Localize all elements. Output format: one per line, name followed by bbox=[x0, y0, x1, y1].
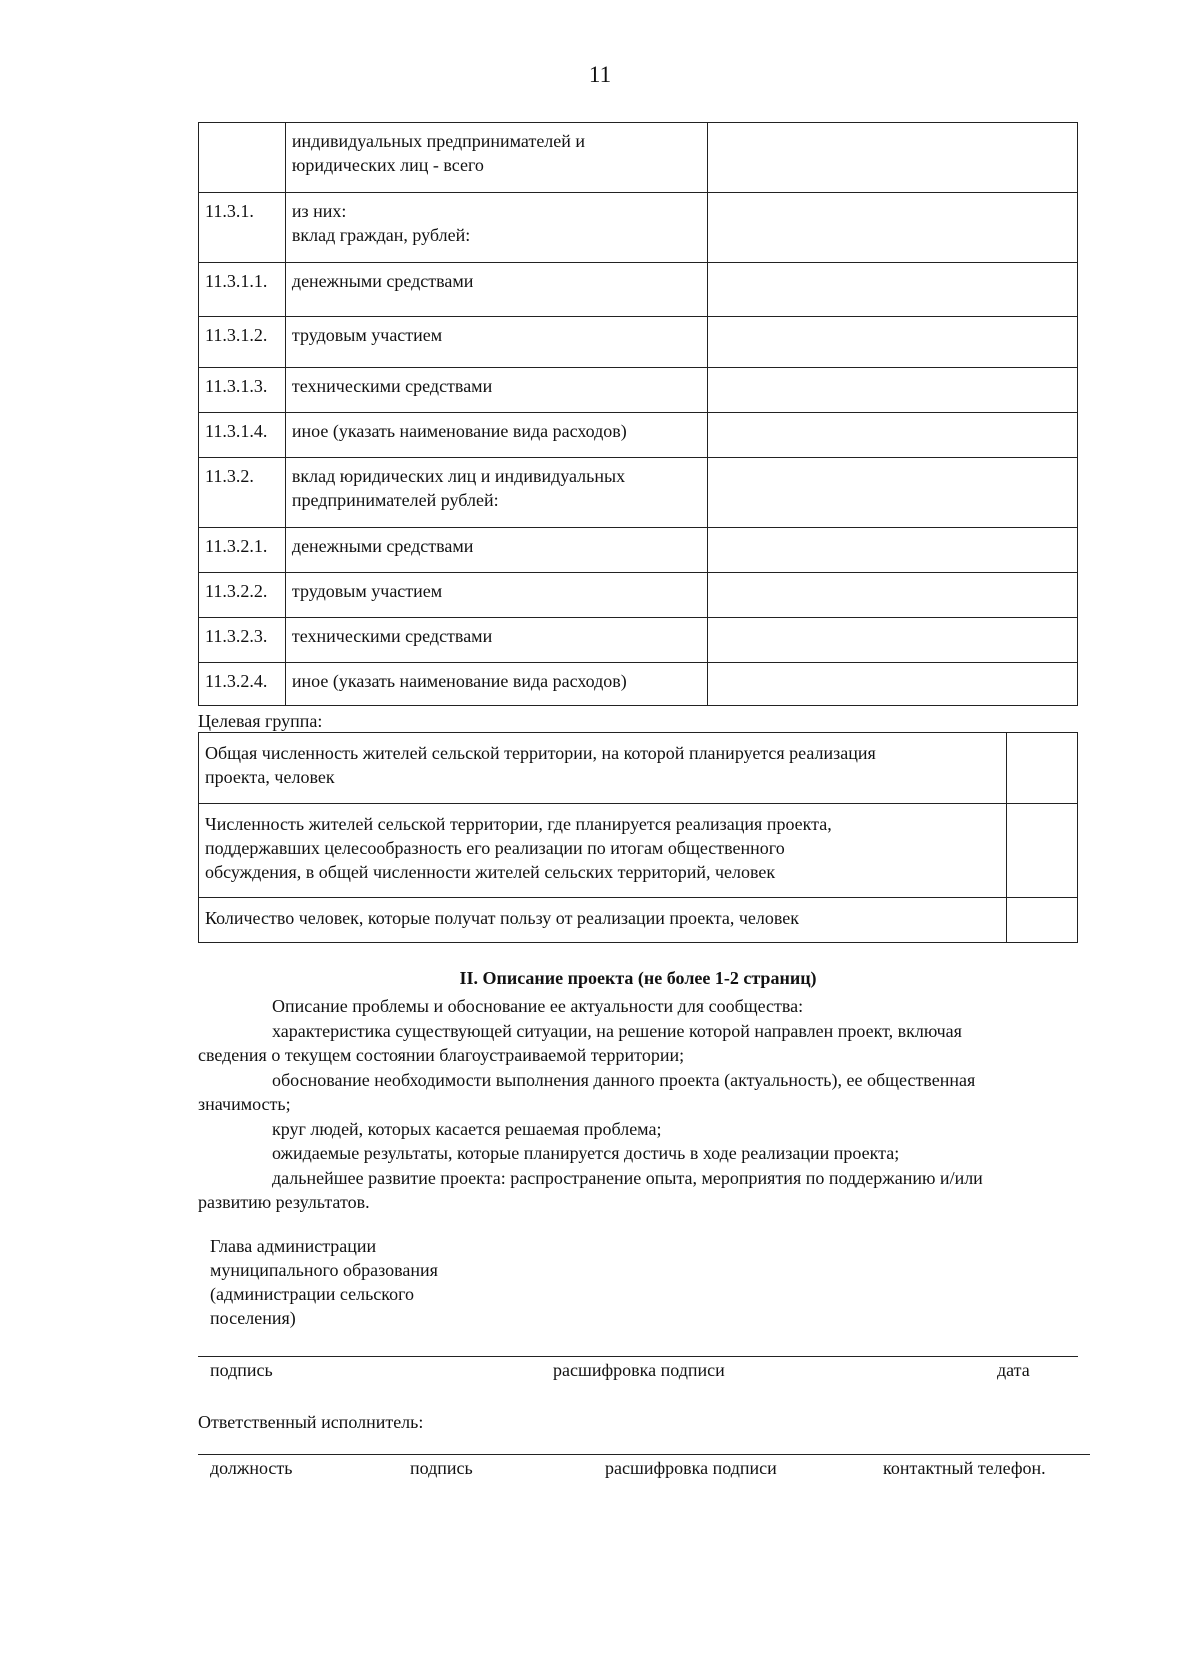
value-cell[interactable] bbox=[708, 458, 1078, 528]
finance-row bbox=[199, 413, 1078, 458]
description-line: предпринимателей рублей: bbox=[291, 490, 499, 510]
description-line: поддержавших целесообразность его реализации по итогам общественного bbox=[205, 838, 785, 858]
description-line: денежными средствами bbox=[291, 536, 474, 556]
caption-position: должность bbox=[210, 1458, 293, 1478]
desc-situation-cont: сведения о текущем состоянии благоустраиваемой территории; bbox=[198, 1045, 685, 1065]
row-description bbox=[285, 368, 707, 413]
description-line: вклад граждан, рублей: bbox=[291, 225, 471, 245]
row-number: 11.3.1.1. bbox=[199, 263, 286, 317]
desc-situation: характеристика существующей ситуации, на решение которой направлен проект, включая bbox=[272, 1021, 962, 1041]
value-cell[interactable] bbox=[708, 528, 1078, 573]
target-row bbox=[199, 733, 1078, 804]
finance-row bbox=[199, 528, 1078, 573]
description-line: юридических лиц - всего bbox=[291, 155, 484, 175]
desc-justification-cont: значимость; bbox=[198, 1094, 291, 1114]
row-description bbox=[285, 458, 707, 528]
finance-row bbox=[199, 263, 1078, 317]
target-group-label: Целевая группа: bbox=[198, 711, 323, 731]
row-description bbox=[285, 263, 707, 317]
value-cell[interactable] bbox=[1007, 733, 1078, 804]
value-cell[interactable] bbox=[708, 413, 1078, 458]
description-line: Количество человек, которые получат пользу от реализации проекта, человек bbox=[205, 908, 799, 928]
row-number: 11.3.2.4. bbox=[199, 663, 286, 706]
caption-signature: подпись bbox=[210, 1360, 273, 1380]
head-line: Глава администрации bbox=[210, 1236, 377, 1256]
row-description bbox=[285, 618, 707, 663]
row-number: 11.3.2. bbox=[199, 458, 286, 528]
row-description bbox=[285, 123, 707, 193]
finance-row bbox=[199, 573, 1078, 618]
description-line: иное (указать наименование вида расходов) bbox=[291, 421, 627, 441]
value-cell[interactable] bbox=[708, 263, 1078, 317]
value-cell[interactable] bbox=[708, 123, 1078, 193]
finance-table bbox=[198, 122, 1078, 706]
row-description bbox=[199, 733, 1007, 804]
description-line: проекта, человек bbox=[205, 767, 335, 787]
row-number bbox=[199, 123, 286, 193]
head-line: (администрации сельского bbox=[210, 1284, 415, 1304]
row-number: 11.3.1. bbox=[199, 193, 286, 263]
row-description bbox=[285, 193, 707, 263]
target-row bbox=[199, 898, 1078, 943]
value-cell[interactable] bbox=[708, 317, 1078, 368]
row-number: 11.3.1.4. bbox=[199, 413, 286, 458]
desc-people: круг людей, которых касается решаемая проблема; bbox=[272, 1119, 662, 1139]
target-row bbox=[199, 804, 1078, 898]
head-line: поселения) bbox=[210, 1308, 296, 1328]
finance-row bbox=[199, 618, 1078, 663]
value-cell[interactable] bbox=[708, 368, 1078, 413]
desc-development: дальнейшее развитие проекта: распространение опыта, мероприятия по поддержанию и/или bbox=[272, 1168, 983, 1188]
responsible-label: Ответственный исполнитель: bbox=[198, 1412, 424, 1432]
responsible-line bbox=[198, 1454, 1090, 1455]
head-of-administration bbox=[210, 1234, 438, 1330]
finance-row bbox=[199, 123, 1078, 193]
finance-row bbox=[199, 193, 1078, 263]
caption-contact-phone: контактный телефон. bbox=[883, 1458, 1046, 1478]
description-line: трудовым участием bbox=[291, 581, 443, 601]
value-cell[interactable] bbox=[1007, 804, 1078, 898]
description-line: индивидуальных предпринимателей и bbox=[291, 131, 586, 151]
value-cell[interactable] bbox=[708, 573, 1078, 618]
description-line: обсуждения, в общей численности жителей сельских территорий, человек bbox=[205, 862, 776, 882]
caption-signature-decoding-2: расшифровка подписи bbox=[605, 1458, 777, 1478]
finance-row bbox=[199, 663, 1078, 706]
row-description bbox=[199, 898, 1007, 943]
row-description bbox=[285, 573, 707, 618]
row-description bbox=[285, 528, 707, 573]
description-line: трудовым участием bbox=[291, 325, 443, 345]
row-description bbox=[285, 663, 707, 706]
target-group-table bbox=[198, 732, 1078, 943]
row-number: 11.3.1.3. bbox=[199, 368, 286, 413]
row-description bbox=[285, 413, 707, 458]
description-line: Общая численность жителей сельской территории, на которой планируется реализация bbox=[205, 743, 876, 763]
head-line: муниципального образования bbox=[210, 1260, 438, 1280]
page-number: 11 bbox=[588, 62, 612, 87]
finance-row bbox=[199, 458, 1078, 528]
desc-problem: Описание проблемы и обоснование ее актуальности для сообщества: bbox=[272, 996, 804, 1016]
caption-signature-2: подпись bbox=[410, 1458, 473, 1478]
row-description bbox=[285, 317, 707, 368]
value-cell[interactable] bbox=[708, 663, 1078, 706]
finance-row bbox=[199, 317, 1078, 368]
section-title: II. Описание проекта (не более 1-2 страниц) bbox=[459, 968, 817, 988]
desc-results: ожидаемые результаты, которые планируется достичь в ходе реализации проекта; bbox=[272, 1143, 900, 1163]
description-line: из них: bbox=[291, 201, 347, 221]
finance-row bbox=[199, 368, 1078, 413]
description-line: техническими средствами bbox=[291, 376, 493, 396]
signature-line bbox=[198, 1356, 1078, 1357]
description-line: вклад юридических лиц и индивидуальных bbox=[291, 466, 626, 486]
description-line: техническими средствами bbox=[291, 626, 493, 646]
desc-justification: обоснование необходимости выполнения данного проекта (актуальность), ее общественная bbox=[272, 1070, 976, 1090]
value-cell[interactable] bbox=[708, 618, 1078, 663]
value-cell[interactable] bbox=[1007, 898, 1078, 943]
caption-signature-decoding: расшифровка подписи bbox=[553, 1360, 725, 1380]
value-cell[interactable] bbox=[708, 193, 1078, 263]
row-number: 11.3.1.2. bbox=[199, 317, 286, 368]
row-number: 11.3.2.2. bbox=[199, 573, 286, 618]
description-line: иное (указать наименование вида расходов) bbox=[291, 671, 627, 691]
desc-development-cont: развитию результатов. bbox=[198, 1192, 370, 1212]
row-number: 11.3.2.1. bbox=[199, 528, 286, 573]
row-description bbox=[199, 804, 1007, 898]
description-line: Численность жителей сельской территории, где планируется реализация проекта, bbox=[205, 814, 832, 834]
description-line: денежными средствами bbox=[291, 271, 474, 291]
row-number: 11.3.2.3. bbox=[199, 618, 286, 663]
caption-date: дата bbox=[997, 1360, 1030, 1380]
